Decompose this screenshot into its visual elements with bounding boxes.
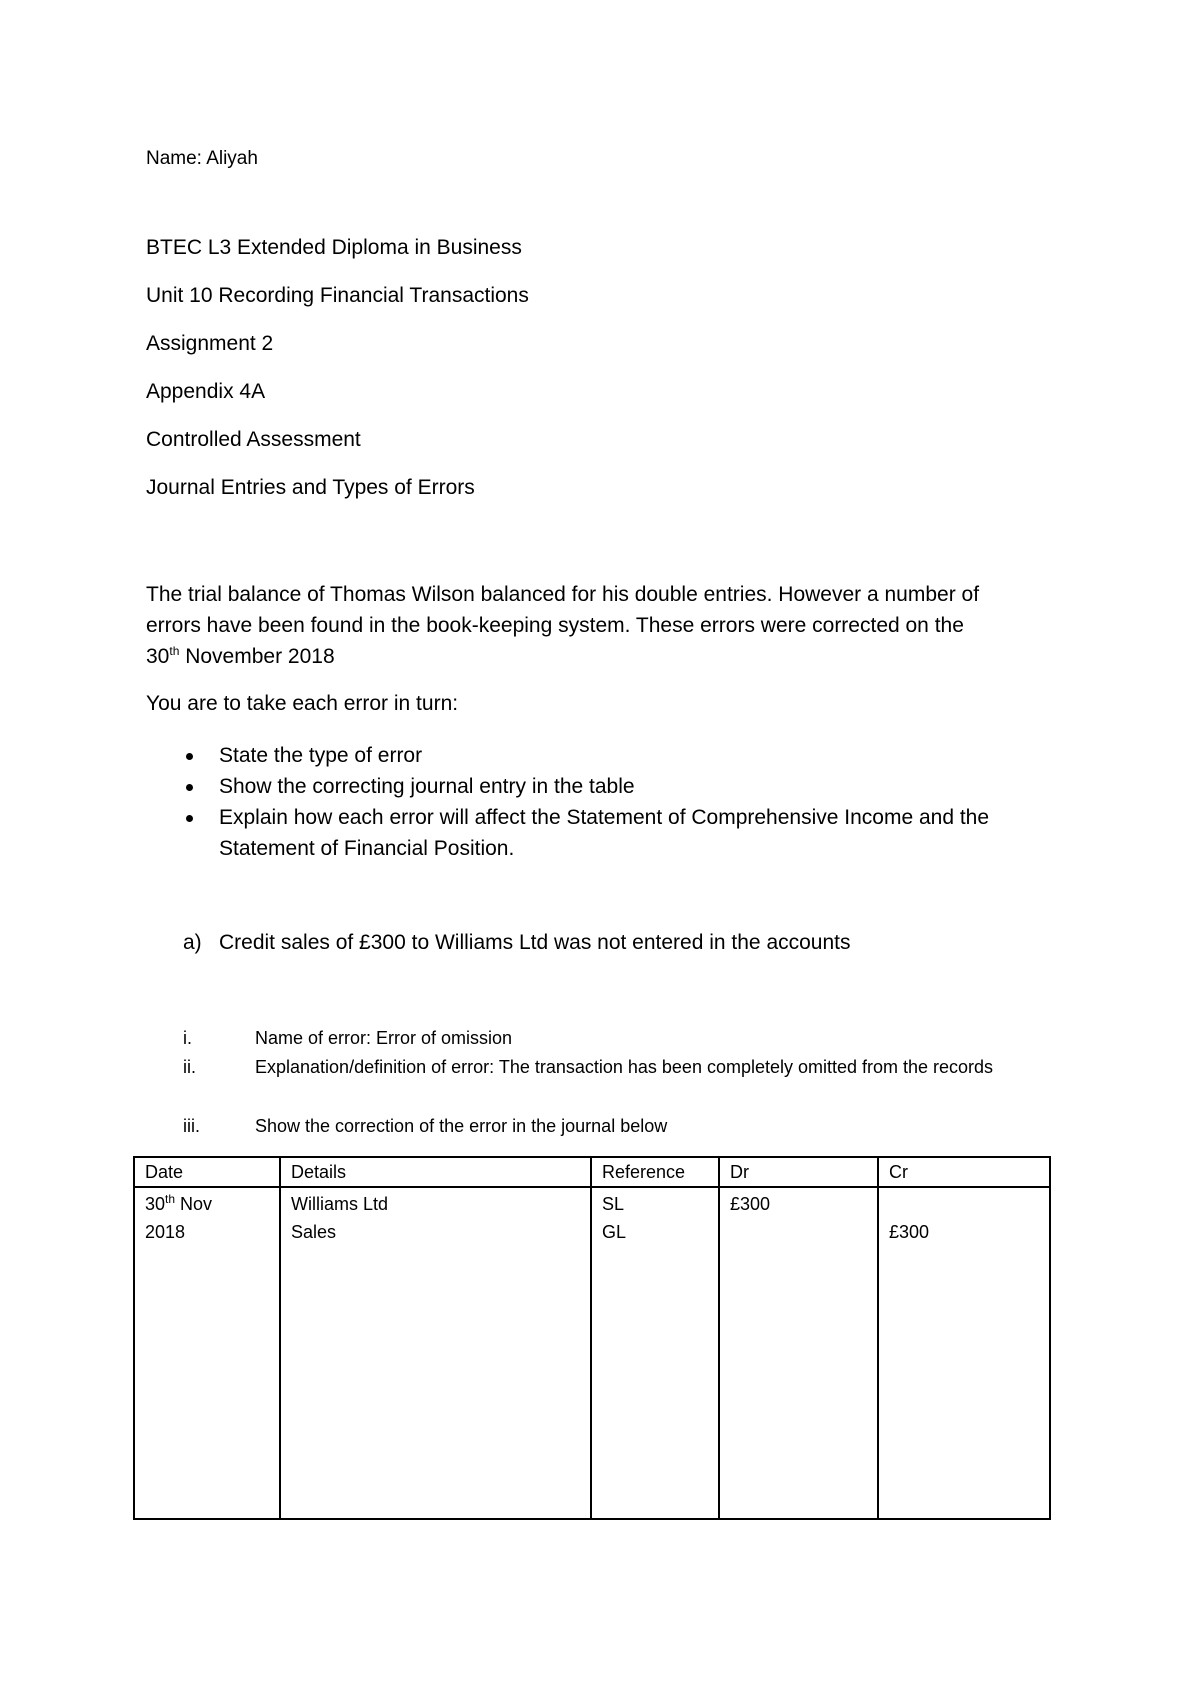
sub-item-error-explanation: ii. Explanation/definition of error: The transaction has been completely omitted from the records (183, 1057, 994, 1077)
cell-date: 30th Nov 2018 (134, 1187, 280, 1519)
list-item: State the type of error (146, 740, 1066, 771)
table-header-row (134, 1157, 1050, 1187)
header-reference: Reference (591, 1157, 719, 1187)
bullet-icon (186, 753, 193, 760)
question-a (183, 931, 851, 955)
student-name: Name: Aliyah (146, 148, 258, 169)
instruction-text: You are to take each error in turn: (146, 692, 459, 715)
header-date: Date (134, 1157, 280, 1187)
cell-dr: £300 (719, 1187, 878, 1519)
cell-details: Williams Ltd Sales (280, 1187, 591, 1519)
header-dr: Dr (719, 1157, 878, 1187)
bullet-icon (186, 784, 193, 791)
list-item: Explain how each error will affect the Statement of Comprehensive Income and the Statement of Financial Position. (146, 802, 1066, 864)
journal-table (133, 1156, 1051, 1520)
cell-cr: £300 (878, 1187, 1050, 1519)
task-list (146, 740, 1066, 864)
cell-reference: SL GL (591, 1187, 719, 1519)
unit-title: Unit 10 Recording Financial Transactions (146, 284, 529, 307)
intro-line-2: errors have been found in the book-keeping system. These errors were corrected on the (146, 614, 964, 637)
topic-title: Journal Entries and Types of Errors (146, 476, 475, 499)
intro-line-1: The trial balance of Thomas Wilson balanced for his double entries. However a number of (146, 583, 980, 606)
list-item: Show the correcting journal entry in the table (146, 771, 1066, 802)
header-cr: Cr (878, 1157, 1050, 1187)
intro-date-rest: November 2018 (179, 645, 335, 668)
header-details: Details (280, 1157, 591, 1187)
question-text: Credit sales of £300 to Williams Ltd was not entered in the accounts (219, 931, 851, 954)
appendix-title: Appendix 4A (146, 380, 266, 403)
sub-item-correction: iii. Show the correction of the error in the journal below (183, 1116, 668, 1136)
intro-date-suffix: th (169, 644, 180, 658)
table-row (134, 1187, 1050, 1519)
sub-item-error-name: i. Name of error: Error of omission (183, 1028, 513, 1048)
bullet-icon (186, 815, 193, 822)
question-label: a) (183, 931, 202, 954)
assignment-title: Assignment 2 (146, 332, 274, 355)
intro-date-day: 30 (146, 645, 170, 668)
intro-paragraph (146, 579, 1066, 672)
assessment-type: Controlled Assessment (146, 428, 361, 451)
course-title: BTEC L3 Extended Diploma in Business (146, 236, 522, 259)
